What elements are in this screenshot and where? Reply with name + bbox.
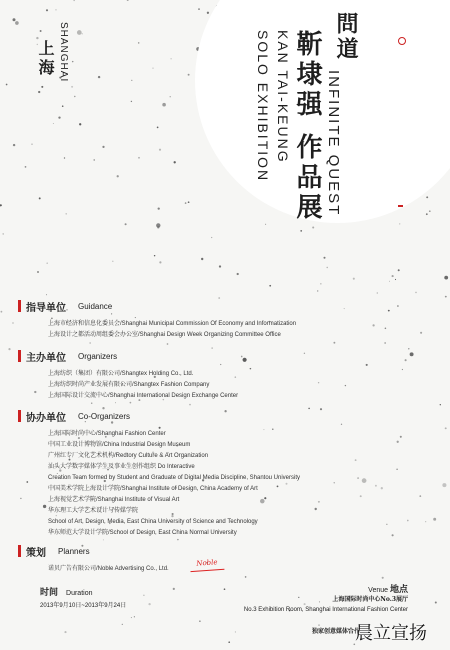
ink-speckle — [304, 353, 305, 354]
ink-speckle — [397, 441, 399, 443]
ink-speckle — [46, 262, 48, 264]
ink-speckle — [102, 146, 104, 148]
ink-speckle — [381, 487, 383, 489]
ink-speckle — [148, 603, 150, 605]
ink-speckle — [130, 402, 132, 404]
ink-speckle — [98, 76, 100, 78]
ink-speckle — [357, 477, 359, 479]
ink-speckle — [384, 342, 385, 343]
list-item: 汕头大学数字媒体学生及事业生创作组织 Do Interactive — [48, 464, 195, 470]
list-item: 上海纺织时尚产业发展有限公司/Shangtex Fashion Company — [48, 382, 210, 388]
section-organizers — [18, 348, 238, 402]
list-item: 上海国际时尚中心/Shanghai Fashion Center — [48, 431, 166, 437]
ink-speckle — [400, 436, 402, 438]
ink-speckle — [235, 631, 236, 632]
ink-speckle — [46, 294, 47, 295]
ink-speckle — [320, 408, 322, 410]
venue-address-cn: 上海国际时尚中心No.3展厅 — [332, 596, 408, 603]
ink-speckle — [188, 74, 190, 76]
ink-speckle — [345, 385, 346, 386]
ink-speckle — [131, 80, 132, 81]
ink-speckle — [265, 224, 266, 225]
ink-speckle — [65, 213, 66, 214]
red-seal-mark — [398, 205, 403, 207]
ink-speckle — [201, 258, 203, 260]
section-heading — [18, 408, 300, 424]
ink-speckle — [415, 292, 417, 294]
ink-speckle — [103, 539, 104, 540]
media-partner-credit: 独家创意媒体合作 — [312, 628, 361, 635]
ink-speckle — [6, 84, 8, 86]
ink-speckle — [185, 202, 187, 204]
ink-speckle — [245, 576, 247, 578]
ink-speckle — [440, 404, 441, 405]
ink-speckle — [333, 342, 335, 344]
ink-speckle — [127, 0, 129, 1]
section-guidance — [18, 298, 296, 341]
ink-speckle — [162, 103, 166, 107]
ink-speckle — [93, 159, 94, 160]
city-cn: 上海 — [36, 40, 55, 78]
ink-speckle — [41, 86, 43, 88]
ink-speckle — [315, 508, 317, 510]
ink-speckle — [77, 30, 82, 35]
ink-speckle — [174, 161, 176, 163]
ink-speckle — [320, 283, 321, 284]
ink-speckle — [377, 292, 378, 293]
ink-speckle — [115, 402, 116, 403]
ink-speckle — [38, 91, 40, 93]
ink-speckle — [53, 123, 54, 124]
ink-speckle — [158, 207, 160, 209]
list-item: 上海市经济和信息化委员会/Shanghai Municipal Commission Of Economy and Informatization — [48, 321, 297, 327]
ink-speckle — [58, 116, 60, 118]
ink-speckle — [177, 539, 178, 540]
ink-speckle — [157, 127, 159, 129]
ink-speckle — [2, 233, 4, 235]
ink-speckle — [159, 261, 161, 263]
red-bar-marker — [18, 350, 21, 362]
venue-label-cn: 地点 — [389, 585, 408, 595]
ink-speckle — [36, 37, 38, 39]
ink-speckle — [426, 196, 428, 198]
ink-speckle — [74, 0, 75, 1]
ink-speckle — [410, 352, 414, 356]
ink-speckle — [326, 267, 327, 268]
list-item: 中国工业设计博物馆/China Industrial Design Museum — [48, 442, 191, 448]
ink-speckle — [40, 30, 42, 32]
ink-speckle — [396, 468, 398, 470]
ink-speckle — [392, 534, 394, 536]
section-heading — [18, 298, 296, 314]
ink-speckle — [366, 364, 368, 366]
ink-speckle — [408, 348, 409, 349]
ink-speckle — [64, 157, 65, 158]
ink-speckle — [154, 255, 155, 256]
ink-speckle — [71, 86, 73, 88]
ink-speckle — [138, 157, 140, 159]
ink-speckle — [198, 8, 200, 10]
ink-speckle — [323, 257, 325, 259]
ink-speckle — [355, 459, 357, 461]
ink-speckle — [1, 311, 3, 313]
ink-speckle — [125, 223, 127, 225]
ink-speckle — [199, 620, 201, 622]
noble-logo: Noble — [190, 556, 225, 572]
section-heading — [18, 543, 169, 559]
ink-speckle — [189, 404, 191, 406]
ink-speckle — [334, 482, 335, 483]
section-co-organizers — [18, 408, 300, 539]
ink-speckle — [433, 518, 436, 521]
ink-speckle — [382, 577, 384, 579]
ink-speckle — [55, 9, 56, 10]
list-item: 中国美术学院上海设计学院/Shanghai Institute of Design, China Academy of Art — [48, 486, 258, 492]
ink-speckle — [37, 271, 39, 273]
ink-speckle — [426, 213, 428, 215]
ink-speckle — [173, 588, 175, 590]
ink-speckle — [12, 322, 14, 324]
ink-speckle — [167, 343, 169, 345]
ink-speckle — [131, 101, 132, 102]
exhibition-title-en: INFINITE QUEST — [325, 70, 342, 217]
ink-speckle — [117, 175, 119, 177]
ink-speckle — [156, 223, 160, 227]
ink-speckle — [207, 12, 209, 14]
section-title-cn: 协办单位 — [26, 412, 66, 424]
ink-speckle — [388, 310, 390, 312]
ink-speckle — [224, 588, 226, 590]
ink-speckle — [360, 495, 362, 497]
ink-speckle — [308, 408, 310, 410]
ink-speckle — [318, 382, 319, 383]
ink-speckle — [444, 276, 448, 280]
list-item: 上海视觉艺术学院/Shanghai Institute of Visual Art — [48, 497, 180, 503]
section-title-cn: 主办单位 — [26, 352, 66, 364]
ink-speckle — [74, 96, 75, 97]
ink-speckle — [46, 9, 48, 11]
ink-speckle — [397, 305, 399, 307]
section-title-en: Planners — [58, 546, 90, 556]
ink-speckle — [13, 144, 15, 146]
ink-speckle — [445, 296, 447, 298]
ink-speckle — [389, 281, 390, 282]
ink-speckle — [13, 18, 16, 21]
ink-speckle — [82, 33, 83, 34]
ink-speckle — [64, 631, 66, 633]
ink-speckle — [385, 328, 387, 330]
list-item: 华东师范大学设计学院/School of Design, East China Normal University — [48, 530, 237, 536]
venue-block — [244, 582, 408, 615]
ink-speckle — [445, 427, 447, 429]
ink-speckle — [170, 96, 171, 97]
ink-speckle — [31, 143, 33, 145]
venue-label-en: Venue — [368, 587, 389, 594]
ink-speckle — [72, 61, 73, 62]
duration-label-cn: 时间 — [40, 588, 59, 598]
ink-speckle — [420, 332, 422, 334]
ink-speckle — [375, 485, 377, 487]
list-item: School of Art, Design, Media, East China University of Science and Technology — [48, 519, 258, 525]
ink-speckle — [341, 424, 342, 425]
ink-speckle — [134, 616, 135, 617]
ink-speckle — [211, 237, 212, 238]
ink-speckle — [407, 520, 409, 522]
venue-address-en: No.3 Exhibition Room, Shanghai International Fashion Center — [243, 607, 408, 613]
ink-speckle — [237, 273, 239, 275]
ink-speckle — [398, 269, 400, 271]
ink-speckle — [0, 204, 2, 206]
artist-name-en: KAN TAI-KEUNG — [275, 30, 291, 164]
ink-speckle — [122, 624, 123, 625]
red-ring-ornament — [398, 37, 406, 45]
solo-exhibition-label: SOLO EXHIBITION — [255, 30, 271, 183]
ink-speckle — [362, 478, 367, 483]
red-bar-marker — [18, 545, 21, 557]
duration-value: 2013年9月10日~2013年9月24日 — [40, 603, 127, 609]
ink-speckle — [344, 308, 345, 309]
ink-speckle — [300, 230, 302, 232]
ink-speckle — [402, 369, 403, 370]
ink-speckle — [372, 324, 374, 326]
ink-speckle — [112, 261, 113, 262]
ink-speckle — [395, 279, 396, 280]
red-bar-marker — [18, 410, 21, 422]
ink-speckle — [392, 275, 394, 277]
section-title-en: Co-Organizers — [78, 411, 131, 421]
red-bar-marker — [18, 300, 21, 312]
ink-speckle — [241, 356, 243, 358]
section-title-en: Organizers — [78, 351, 118, 361]
section-heading — [18, 348, 238, 364]
ink-speckle — [435, 601, 437, 603]
ink-speckle — [79, 123, 81, 125]
list-item: 诺贝广告有限公司/Noble Advertising Co., Ltd. — [48, 566, 169, 572]
ink-speckle — [250, 368, 252, 370]
ink-speckle — [138, 42, 140, 44]
ink-speckle — [386, 524, 387, 525]
artist-name-cn: 靳埭强 作品展 — [292, 30, 322, 224]
list-item: 上海设计之都活动周组委会办公室/Shanghai Design Week Organizing Committee Office — [48, 332, 281, 338]
ink-speckle — [8, 348, 10, 350]
ink-speckle — [15, 21, 19, 25]
watermark-text: 晨立宣扬 — [355, 623, 427, 644]
ink-speckle — [219, 265, 221, 267]
ink-speckle — [425, 521, 426, 522]
exhibition-title-cn: 問道 — [333, 12, 359, 62]
list-item: 华东理工大学艺术设计与传媒学院 — [48, 508, 139, 514]
section-planners — [18, 543, 169, 575]
list-item: 上海纺织（集团）有限公司/Shangtex Holding Co., Ltd. — [48, 371, 194, 377]
ink-speckle — [353, 278, 355, 280]
ink-speckle — [228, 641, 230, 643]
ink-speckle — [405, 359, 407, 361]
section-title-cn: 指导单位 — [26, 302, 66, 314]
ink-speckle — [39, 197, 41, 199]
city-en: SHANGHAI — [58, 22, 69, 83]
ink-speckle — [317, 290, 318, 291]
ink-speckle — [243, 358, 247, 362]
ink-speckle — [143, 595, 144, 596]
list-item: 上海国际设计交流中心/Shanghai International Design Exchange Center — [48, 393, 239, 399]
ink-speckle — [442, 483, 446, 487]
duration-label-en: Duration — [66, 590, 93, 597]
section-title-en: Guidance — [78, 301, 113, 311]
ink-speckle — [429, 210, 431, 212]
ink-speckle — [90, 342, 91, 343]
ink-speckle — [399, 223, 400, 224]
ink-speckle — [170, 58, 171, 59]
ink-speckle — [188, 201, 190, 203]
ink-speckle — [159, 149, 161, 151]
ink-speckle — [318, 501, 320, 503]
list-item: 广州红专厂文化艺术机构/Redtory Culture & Art Organization — [48, 453, 209, 459]
ink-speckle — [62, 105, 64, 107]
ink-speckle — [312, 226, 314, 228]
ink-speckle — [131, 617, 132, 618]
ink-speckle — [269, 285, 271, 287]
section-title-cn: 策划 — [26, 547, 46, 559]
ink-speckle — [91, 402, 92, 403]
duration-block — [40, 585, 126, 609]
list-item: Creation Team formed by Student and Graduate of Digital Media Discipline, Shantou University — [48, 475, 301, 481]
ink-speckle — [419, 495, 421, 497]
ink-speckle — [25, 166, 27, 168]
ink-speckle — [152, 67, 153, 68]
